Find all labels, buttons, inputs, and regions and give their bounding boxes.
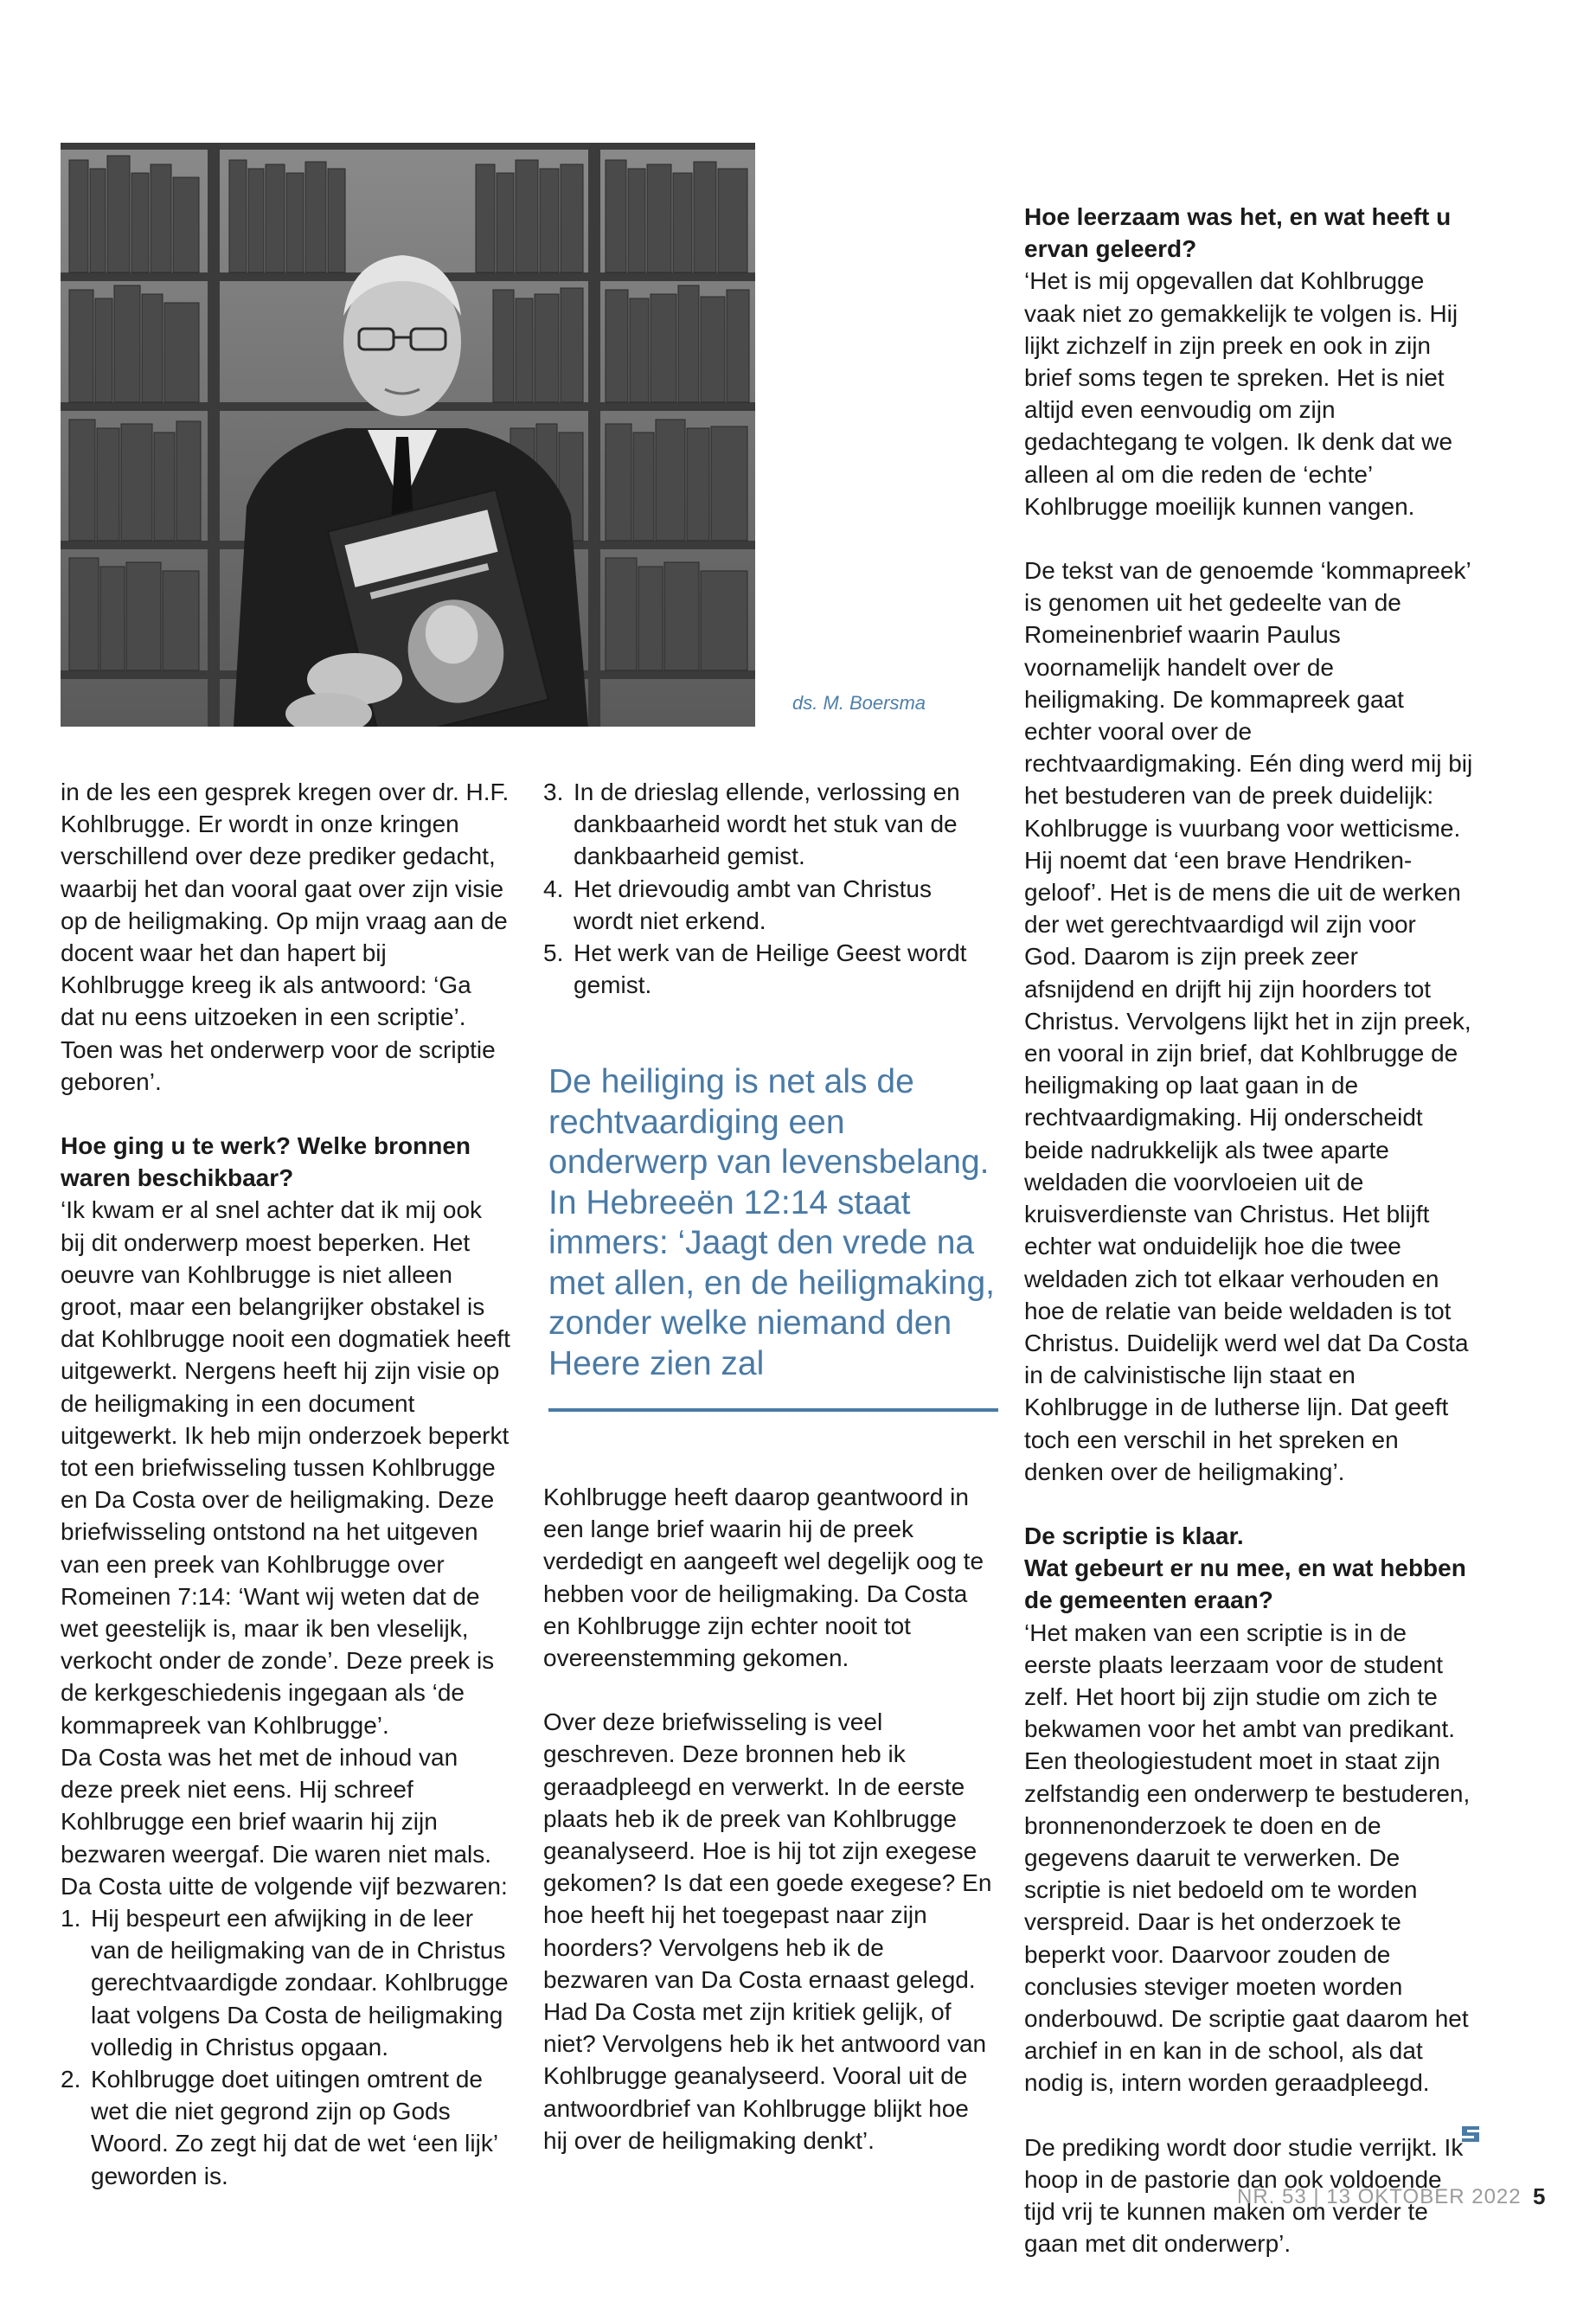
photo-caption: ds. M. Boersma xyxy=(792,692,926,714)
list-item: 1. Hij bespeurt een afwijking in de leer van de heiligmaking van de in Christus gerechtvaardigde zondaar. Kohlbrugge laat volgens Da Costa de heiligmaking volledig in Christus opgaan. xyxy=(61,1904,509,2061)
page-number: 5 xyxy=(1533,2183,1546,2209)
objections-list xyxy=(61,1902,510,2192)
paragraph: in de les een gesprek kregen over dr. H.F. Kohlbrugge. Er wordt in onze kringen verschillend over deze prediker gedacht, waarbij het dan vooral gaat over zijn visie op de heiligmaking. Op mijn vraag aan de docent waar het dan hapert bij Kohlbrugge kreeg ik als antwoord: ‘Ga dat nu eens uitzoeken in een scriptie’. Toen was het onderwerp voor de scriptie geboren’. xyxy=(61,779,510,1095)
pull-quote: De heiliging is net als de rechtvaardiging een onderwerp van levensbelang. In Hebreeën 12:14 staat immers: ‘Jaagt den vrede na met allen, en de heiligmaking, zonder welke niemand den Heere zien zal xyxy=(548,1063,995,1382)
interview-question: Hoe ging u te werk? Welke bronnen waren beschikbaar? xyxy=(61,1132,471,1192)
interview-question: Hoe leerzaam was het, en wat heeft u ervan geleerd? xyxy=(1024,203,1452,263)
column-left xyxy=(61,776,510,2192)
paragraph: De tekst van de genoemde ‘kommapreek’ is genomen uit het gedeelte van de Romeinenbrief waarin Paulus voornamelijk handelt over de heiligmaking. De kommapreek gaat echter vooral over de rechtvaardigmaking. Eén ding werd mij bij het bestuderen van de preek duidelijk: Kohlbrugge is vuurbang voor wetticisme. Hij noemt dat ‘een brave Hendriken-geloof’. Het is de mens die uit de werken der wet gerechtvaardigd wil zijn voor God. Daarom is zijn preek zeer afsnijdend en drijft hij zijn hoorders tot Christus. Vervolgens lijkt het in zijn preek, en vooral in zijn brief, dat Kohlbrugge de heiligmaking op laat gaan in de rechtvaardigmaking. Hij onderscheidt beide nadrukkelijk als twee aparte weldaden die voorvloeien uit de kruisverdienste van Christus. Het blijft echter wat onduidelijk hoe die twee weldaden zich tot elkaar verhouden en hoe de relatie van beide weldaden is tot Christus. Duidelijk werd wel dat Da Costa in de calvinistische lijn staat en Kohlbrugge in de lutherse lijn. Dat geeft toch een verschil in het spreken en denken over de heiligmaking’. xyxy=(1024,557,1473,1485)
end-of-article-icon xyxy=(1460,2123,1481,2144)
paragraph: ‘Ik kwam er al snel achter dat ik mij ook bij dit onderwerp moest beperken. Het oeuvre van Kohlbrugge is niet alleen groot, maar een belangrijker obstakel is dat Kohlbrugge nooit een dogmatiek heeft uitgewerkt. Nergens heeft hij zijn visie op de heiligmaking in een document uitgewerkt. Ik heb mijn onderzoek beperkt tot een briefwisseling tussen Kohlbrugge en Da Costa over de heiligmaking. Deze briefwisseling ontstond na het uitgeven van een preek van Kohlbrugge over Romeinen 7:14: ‘Want wij weten dat de wet geestelijk is, maar ik ben vleselijk, verkocht onder de zonde’. Deze preek is de kerkgeschiedenis ingegaan als ‘de kommapreek van Kohlbrugge’. xyxy=(61,1196,510,1739)
issue-info: NR. 53 | 13 OKTOBER 2022 xyxy=(1237,2185,1522,2208)
portrait-photo xyxy=(61,143,755,727)
interview-question: De scriptie is klaar. xyxy=(1024,1522,1244,1549)
list-item: 2. Kohlbrugge doet uitingen omtrent de wet die niet gegrond zijn op Gods Woord. Zo zegt hij dat de wet ‘een lijk’ geworden is. xyxy=(61,2065,498,2189)
paragraph: De prediking wordt door studie verrijkt. Ik hoop in de pastorie dan ook voldoende tijd vrij te kunnen maken om verder te gaan met dit onderwerp’. xyxy=(1024,2133,1464,2258)
paragraph: Over deze briefwisseling is veel geschreven. Deze bronnen heb ik geraadpleegd en verwerkt. In de eerste plaats heb ik de preek van Kohlbrugge geanalyseerd. Hoe is hij tot zijn exegese gekomen? Is dat een goede exegese? En hoe heeft hij het toegepast naar zijn hoorders? Vervolgens heb ik de bezwaren van Da Costa ernaast gelegd. Had Da Costa met zijn kritiek gelijk, of niet? Vervolgens heb ik het antwoord van Kohlbrugge geanalyseerd. Vooral uit de antwoordbrief van Kohlbrugge blijkt hoe hij over de heiligmaking denkt’. xyxy=(543,1708,992,2154)
column-middle-lower xyxy=(543,1481,993,2157)
paragraph: Da Costa was het met de inhoud van deze preek niet eens. Hij schreef Kohlbrugge een brief waarin hij zijn bezwaren weergaf. Die waren niet mals. Da Costa uitte de volgende vijf bezwaren: xyxy=(61,1743,508,1900)
list-item: 4. Het drievoudig ambt van Christus wordt niet erkend. xyxy=(543,875,932,934)
interview-question: Wat gebeurt er nu mee, en wat hebben de gemeenten eraan? xyxy=(1024,1554,1466,1614)
column-right xyxy=(1024,201,1474,2259)
objections-list-continued xyxy=(543,776,993,1001)
pull-quote-rule xyxy=(548,1408,998,1412)
column-middle xyxy=(543,776,993,1001)
paragraph: ‘Het is mij opgevallen dat Kohlbrugge vaak niet zo gemakkelijk te volgen is. Hij lijkt zichzelf in zijn preek en ook in zijn brief soms tegen te spreken. Het is niet altijd even eenvoudig om zijn gedachtegang te volgen. Ik denk dat we alleen al om die reden de ‘echte’ Kohlbrugge moeilijk kunnen vangen. xyxy=(1024,267,1458,520)
paragraph: Kohlbrugge heeft daarop geantwoord in een lange brief waarin hij de preek verdedigt en aangeeft wel degelijk oog te hebben voor de heiligmaking. Da Costa en Kohlbrugge zijn echter nooit tot overeenstemming gekomen. xyxy=(543,1484,984,1672)
paragraph: ‘Het maken van een scriptie is in de eerste plaats leerzaam voor de student zelf. Het hoort bij zijn studie om zich te bekwamen voor het ambt van predikant. Een theologiestudent moet in staat zijn zelfstandig een onderwerp te bestuderen, bronnenonderzoek te doen en de gegevens daaruit te verwerken. De scriptie is niet bedoeld om te worden verspreid. Daar is het onderzoek te beperkt voor. Daarvoor zouden de conclusies steviger moeten worden onderbouwd. De scriptie gaat daarom het archief in en kan in de school, als dat nodig is, intern worden geraadpleegd. xyxy=(1024,1618,1471,2097)
portrait-illustration xyxy=(61,143,755,727)
list-item: 5. Het werk van de Heilige Geest wordt gemist. xyxy=(543,939,967,999)
list-item: 3. In de drieslag ellende, verlossing en dankbaarheid wordt het stuk van de dankbaarheid gemist. xyxy=(543,779,960,870)
